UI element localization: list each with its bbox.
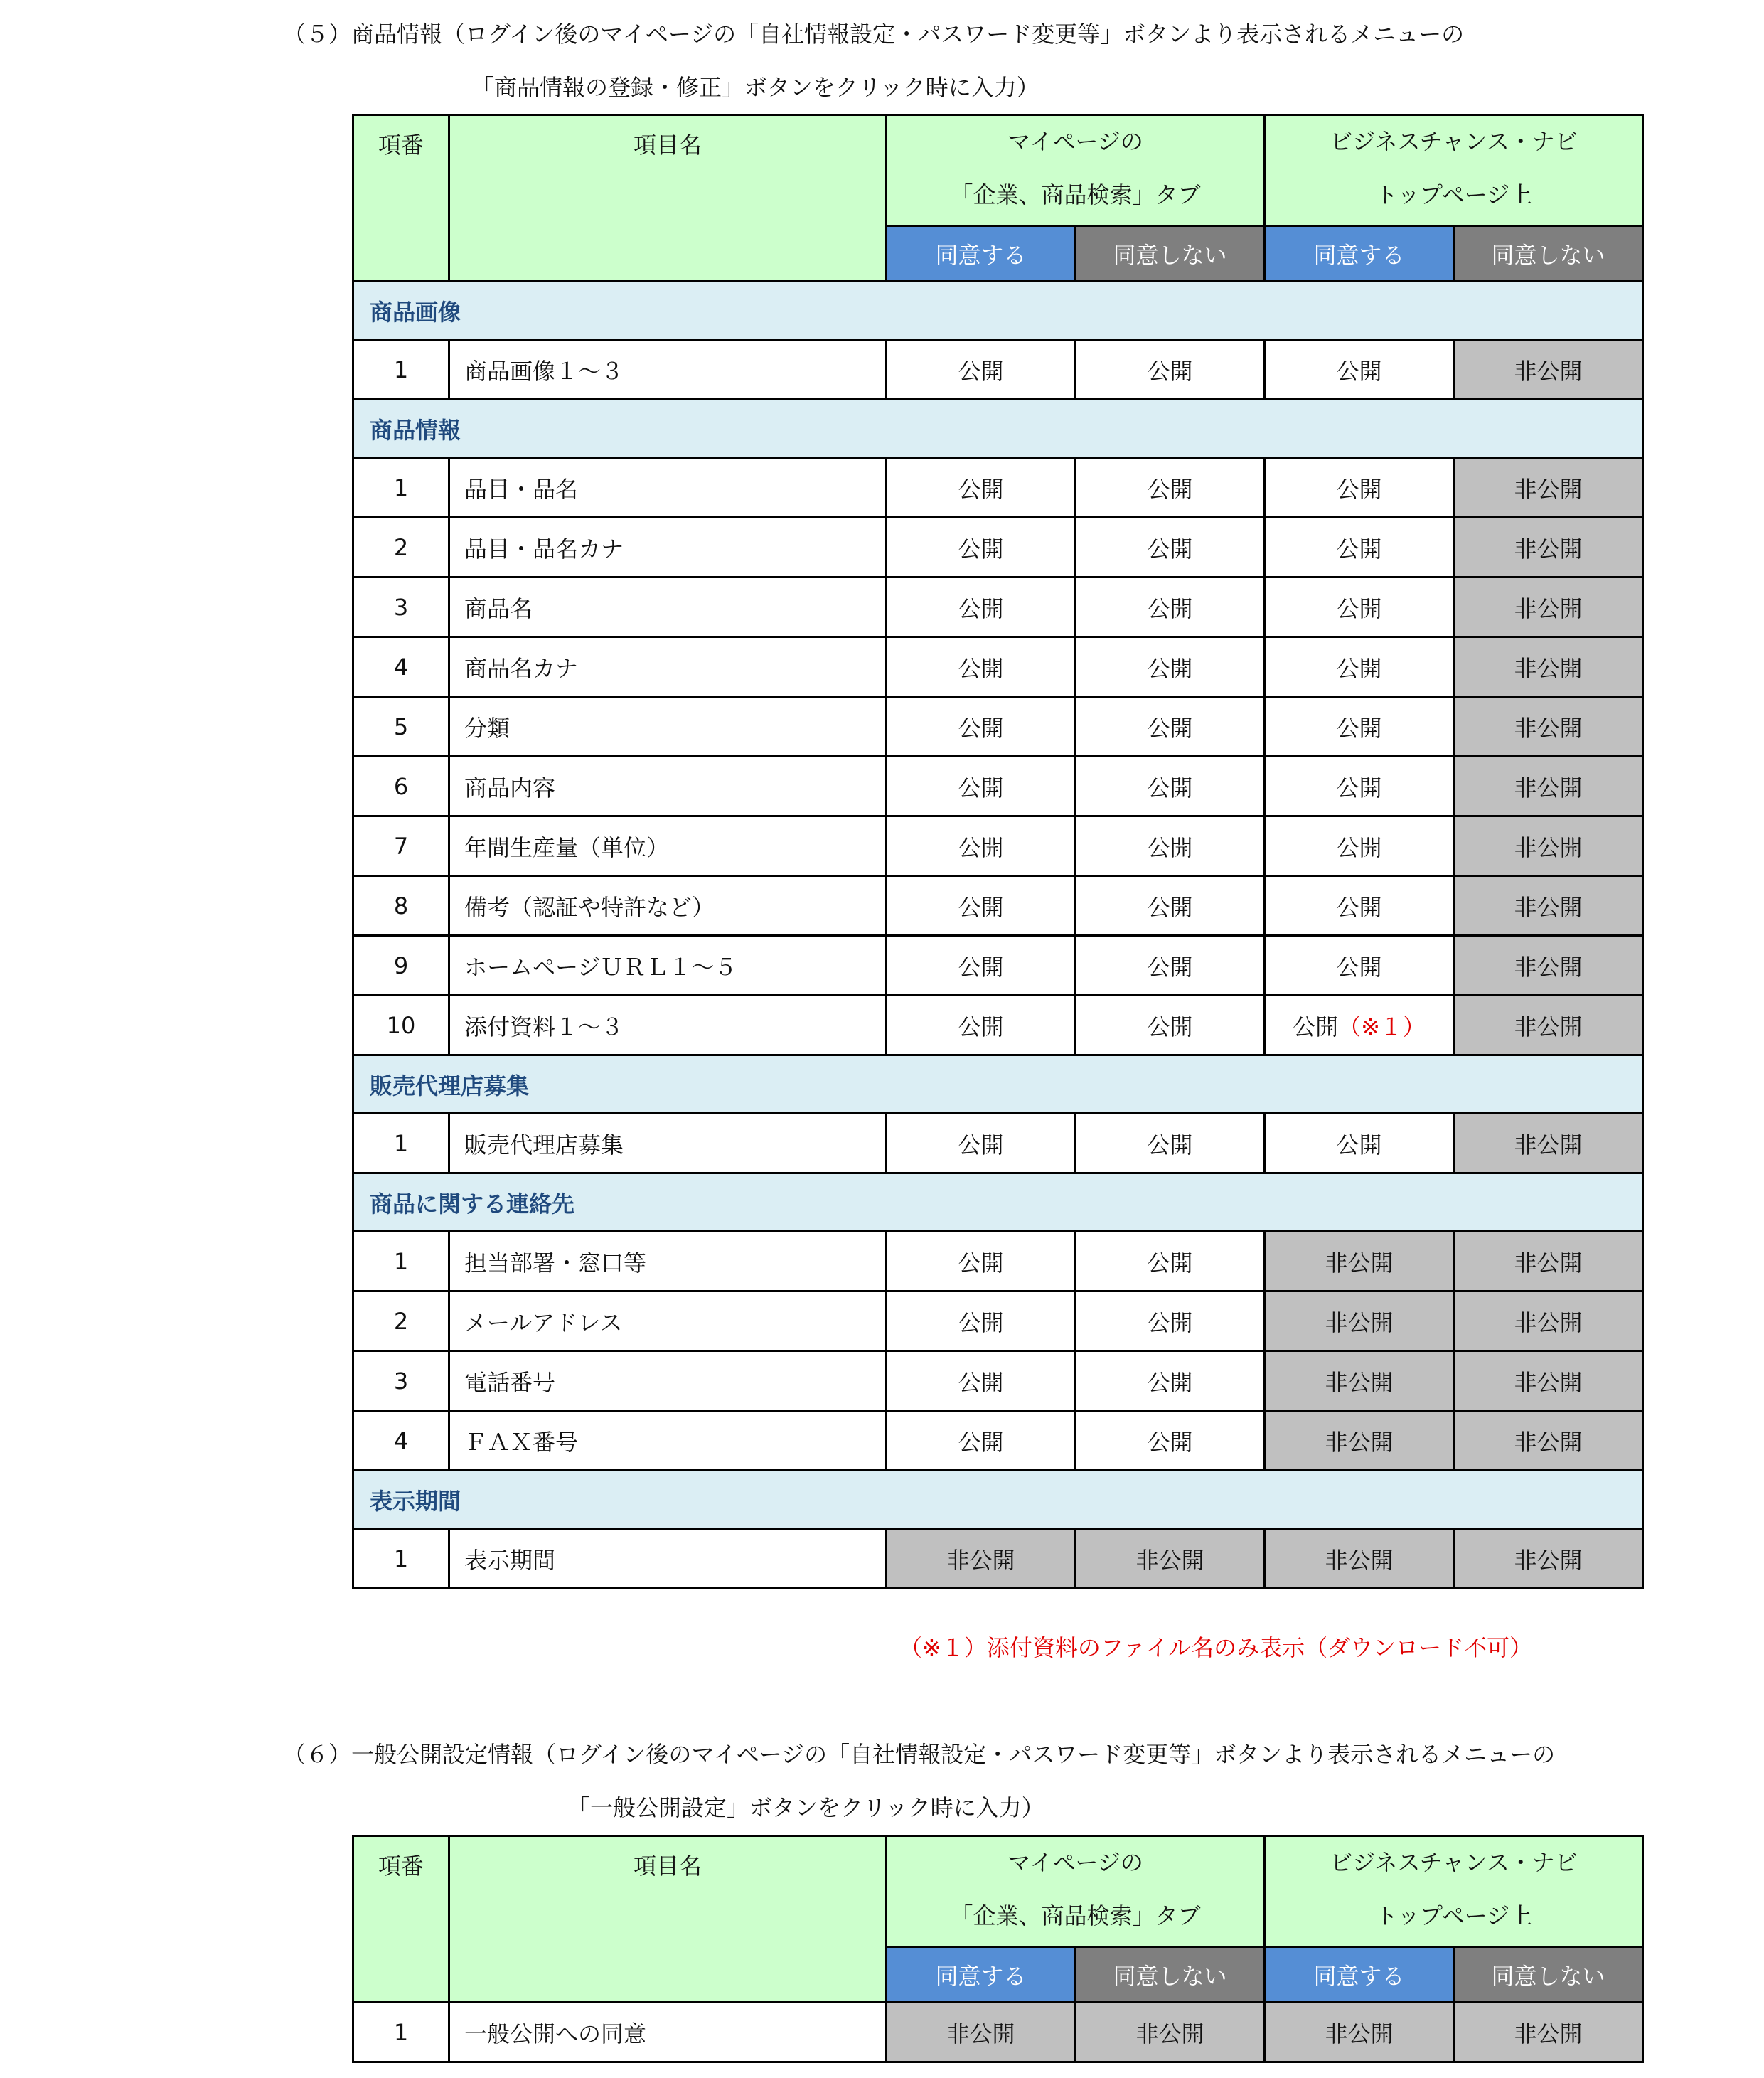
item-name: 分類: [449, 697, 887, 757]
table-row: [353, 697, 1643, 757]
visibility-value: 非公開: [1135, 1546, 1204, 1574]
visibility-value: 公開: [1147, 595, 1193, 622]
header-no: 項番: [353, 1836, 449, 2003]
visibility-value: 非公開: [1514, 475, 1583, 503]
table-row: [353, 1529, 1643, 1589]
item-name: ホームページＵＲＬ１～５: [449, 936, 887, 996]
private-cell: [1454, 876, 1643, 936]
public-cell: [1265, 757, 1454, 816]
private-cell: [1265, 2003, 1454, 2062]
private-cell: [1454, 936, 1643, 996]
row-number: 3: [353, 577, 449, 637]
row-number: 6: [353, 757, 449, 816]
visibility-value: 公開: [1147, 654, 1193, 682]
visibility-value: 公開: [958, 535, 1004, 563]
visibility-value: 非公開: [1325, 2020, 1394, 2047]
public-cell: [1265, 1114, 1454, 1173]
private-cell: [1265, 1411, 1454, 1471]
visibility-value: 公開: [1147, 535, 1193, 563]
private-cell: [1076, 2003, 1265, 2062]
visibility-value: 公開: [1336, 953, 1382, 981]
visibility-value: 公開: [958, 1131, 1004, 1158]
private-cell: [1454, 340, 1643, 400]
visibility-value: 公開: [958, 1013, 1004, 1040]
table-row: [353, 757, 1643, 816]
row-number: 4: [353, 1411, 449, 1471]
visibility-value: 公開: [1147, 1131, 1193, 1158]
visibility-value: 非公開: [946, 2020, 1015, 2047]
item-name: 品目・品名: [449, 458, 887, 518]
visibility-value: 非公開: [1514, 357, 1583, 385]
private-cell: [1454, 996, 1643, 1055]
visibility-value: 非公開: [1514, 654, 1583, 682]
public-cell: [887, 697, 1076, 757]
visibility-value: 公開: [1147, 774, 1193, 801]
item-name: ＦＡＸ番号: [449, 1411, 887, 1471]
table-row: [353, 1291, 1643, 1351]
public-cell: [1076, 637, 1265, 697]
header-group2-line1: ビジネスチャンス・ナビ: [1330, 128, 1578, 155]
category-label: 販売代理店募集: [353, 1055, 1643, 1114]
public-cell: [887, 816, 1076, 876]
item-name: 電話番号: [449, 1351, 887, 1411]
private-cell: [1454, 1529, 1643, 1589]
section6-title-line2: 「一般公開設定」ボタンをクリック時に入力）: [567, 1794, 1044, 1821]
private-cell: [887, 1529, 1076, 1589]
header-mypage-search-tab: [887, 1836, 1265, 1947]
item-name: 商品名カナ: [449, 637, 887, 697]
visibility-value: 公開: [958, 595, 1004, 622]
public-cell: [887, 1291, 1076, 1351]
public-cell: [1265, 936, 1454, 996]
public-cell: [887, 757, 1076, 816]
public-cell: [1076, 1291, 1265, 1351]
row-number: 2: [353, 518, 449, 577]
private-cell: [1454, 1114, 1643, 1173]
public-cell: [1076, 1114, 1265, 1173]
visibility-value: 公開: [1336, 535, 1382, 563]
header-navi-toppage: [1265, 115, 1643, 226]
public-cell: [887, 458, 1076, 518]
item-name: 担当部署・窓口等: [449, 1232, 887, 1291]
visibility-value: 非公開: [1514, 1546, 1583, 1574]
visibility-value: 公開: [958, 774, 1004, 801]
header-agree: 同意する: [1265, 1947, 1454, 2003]
public-settings-table: [352, 1835, 1644, 2063]
header-group1-line2: 「企業、商品検索」タブ: [950, 1902, 1201, 1929]
visibility-value: 非公開: [1514, 893, 1583, 921]
header-group2-line1: ビジネスチャンス・ナビ: [1330, 1849, 1578, 1876]
public-cell: [1076, 757, 1265, 816]
visibility-value: 非公開: [1325, 1368, 1394, 1396]
visibility-value: 非公開: [1325, 1428, 1394, 1456]
public-cell: [887, 936, 1076, 996]
item-name: 商品画像１～３: [449, 340, 887, 400]
item-name: 品目・品名カナ: [449, 518, 887, 577]
row-number: 1: [353, 1232, 449, 1291]
private-cell: [1265, 1351, 1454, 1411]
header-group2-line2: トップページ上: [1374, 181, 1533, 208]
header-no: 項番: [353, 115, 449, 282]
category-label: 商品画像: [353, 282, 1643, 340]
visibility-value: 非公開: [1325, 1249, 1394, 1277]
public-cell: [887, 876, 1076, 936]
private-cell: [1454, 816, 1643, 876]
visibility-value: 公開: [1336, 774, 1382, 801]
item-name: 年間生産量（単位）: [449, 816, 887, 876]
visibility-value: 公開: [1147, 475, 1193, 503]
private-cell: [1265, 1529, 1454, 1589]
visibility-value: 公開: [958, 1249, 1004, 1277]
header-disagree: 同意しない: [1076, 226, 1265, 282]
visibility-value: 公開: [1336, 595, 1382, 622]
public-cell: [1265, 577, 1454, 637]
public-cell: [887, 637, 1076, 697]
section5-title-line2: 「商品情報の登録・修正」ボタンをクリック時に入力）: [471, 74, 1039, 101]
visibility-value: 公開: [1147, 893, 1193, 921]
private-cell: [1454, 458, 1643, 518]
header-group2-line2: トップページ上: [1374, 1902, 1533, 1929]
item-name: 備考（認証や特許など）: [449, 876, 887, 936]
visibility-value: 公開: [1336, 475, 1382, 503]
category-label: 商品に関する連絡先: [353, 1173, 1643, 1232]
visibility-value: 公開: [1147, 357, 1193, 385]
item-name: メールアドレス: [449, 1291, 887, 1351]
table-row: [353, 637, 1643, 697]
visibility-value: 公開: [958, 714, 1004, 742]
item-name: 添付資料１～３: [449, 996, 887, 1055]
private-cell: [1454, 697, 1643, 757]
private-cell: [1454, 1291, 1643, 1351]
item-name: 販売代理店募集: [449, 1114, 887, 1173]
public-cell: [1076, 1351, 1265, 1411]
public-cell: [1076, 340, 1265, 400]
table-row: [353, 518, 1643, 577]
visibility-value: 非公開: [1135, 2020, 1204, 2047]
visibility-value: 非公開: [1514, 1368, 1583, 1396]
header-name: 項目名: [449, 115, 887, 282]
visibility-value: 公開: [958, 654, 1004, 682]
row-number: 3: [353, 1351, 449, 1411]
category-row: [353, 282, 1643, 340]
item-name: 表示期間: [449, 1529, 887, 1589]
visibility-value: 非公開: [1514, 774, 1583, 801]
visibility-value: 公開: [1147, 953, 1193, 981]
header-disagree: 同意しない: [1454, 1947, 1643, 2003]
table-row: [353, 1114, 1643, 1173]
category-label: 商品情報: [353, 400, 1643, 458]
section6-title-line1: （６）一般公開設定情報（ログイン後のマイページの「自社情報設定・パスワード変更等」ボタンより表示されるメニューの: [283, 1741, 1556, 1768]
visibility-value: 非公開: [1514, 2020, 1583, 2047]
category-row: [353, 1173, 1643, 1232]
section5-title: [283, 20, 1464, 102]
public-cell: [1076, 936, 1265, 996]
visibility-value: 非公開: [1514, 833, 1583, 861]
public-cell: [887, 1351, 1076, 1411]
table-row: [353, 577, 1643, 637]
private-cell: [1076, 1529, 1265, 1589]
visibility-value: 公開: [958, 953, 1004, 981]
public-cell: [887, 518, 1076, 577]
visibility-value: 公開: [958, 893, 1004, 921]
visibility-value: 公開: [1147, 1428, 1193, 1456]
public-cell: [1076, 1232, 1265, 1291]
header-group1-line2: 「企業、商品検索」タブ: [950, 181, 1201, 208]
visibility-value: 公開: [958, 475, 1004, 503]
visibility-value: 公開: [958, 357, 1004, 385]
category-row: [353, 1471, 1643, 1529]
public-cell: [887, 1114, 1076, 1173]
visibility-value: 非公開: [1514, 714, 1583, 742]
private-cell: [1454, 518, 1643, 577]
row-number: 8: [353, 876, 449, 936]
public-cell: [1265, 816, 1454, 876]
section6-title: [283, 1740, 1555, 1822]
visibility-value: 非公開: [1514, 953, 1583, 981]
visibility-value: 非公開: [1514, 1428, 1583, 1456]
public-cell: [887, 340, 1076, 400]
private-cell: [1454, 1232, 1643, 1291]
public-cell: [1076, 996, 1265, 1055]
table-row: [353, 340, 1643, 400]
public-cell: [1265, 876, 1454, 936]
table-row: [353, 936, 1643, 996]
row-number: 1: [353, 458, 449, 518]
private-cell: [1454, 2003, 1643, 2062]
visibility-value: 非公開: [1514, 535, 1583, 563]
public-cell: [1265, 518, 1454, 577]
visibility-value: 公開: [958, 1309, 1004, 1336]
visibility-value: 公開: [958, 1368, 1004, 1396]
header-disagree: 同意しない: [1076, 1947, 1265, 2003]
visibility-value: 非公開: [1514, 595, 1583, 622]
public-cell: [887, 1411, 1076, 1471]
header-disagree: 同意しない: [1454, 226, 1643, 282]
category-label: 表示期間: [353, 1471, 1643, 1529]
header-group1-line1: マイページの: [1007, 1849, 1143, 1876]
visibility-value: 公開: [1147, 1309, 1193, 1336]
header-navi-toppage: [1265, 1836, 1643, 1947]
private-cell: [1265, 1232, 1454, 1291]
public-cell: [1076, 518, 1265, 577]
table-row: [353, 876, 1643, 936]
visibility-value: 非公開: [1514, 1249, 1583, 1277]
public-cell: [1076, 697, 1265, 757]
private-cell: [1454, 1351, 1643, 1411]
visibility-value: 非公開: [1514, 1131, 1583, 1158]
private-cell: [1454, 637, 1643, 697]
visibility-value: 非公開: [1325, 1546, 1394, 1574]
header-agree: 同意する: [887, 1947, 1076, 2003]
private-cell: [1265, 1291, 1454, 1351]
header-agree: 同意する: [1265, 226, 1454, 282]
table-row: [353, 816, 1643, 876]
private-cell: [1454, 757, 1643, 816]
header-group1-line1: マイページの: [1007, 128, 1143, 155]
table-row: [353, 1411, 1643, 1471]
private-cell: [1454, 577, 1643, 637]
visibility-value: 公開: [1336, 833, 1382, 861]
public-cell: [1076, 816, 1265, 876]
public-cell: [1265, 637, 1454, 697]
public-cell: [1265, 996, 1454, 1055]
row-number: 1: [353, 2003, 449, 2062]
visibility-value: 公開: [958, 833, 1004, 861]
private-cell: [1454, 1411, 1643, 1471]
public-cell: [1265, 340, 1454, 400]
header-agree: 同意する: [887, 226, 1076, 282]
public-cell: [1265, 458, 1454, 518]
note-marker: （※１）: [1338, 1013, 1426, 1040]
row-number: 7: [353, 816, 449, 876]
item-name: 商品名: [449, 577, 887, 637]
row-number: 9: [353, 936, 449, 996]
visibility-value: 非公開: [1514, 1309, 1583, 1336]
section5-title-line1: （５）商品情報（ログイン後のマイページの「自社情報設定・パスワード変更等」ボタンより表示されるメニューの: [283, 21, 1465, 48]
visibility-value: 公開: [1293, 1013, 1339, 1040]
public-cell: [887, 577, 1076, 637]
public-cell: [1265, 697, 1454, 757]
item-name: 商品内容: [449, 757, 887, 816]
public-cell: [887, 996, 1076, 1055]
private-cell: [887, 2003, 1076, 2062]
row-number: 4: [353, 637, 449, 697]
visibility-value: 公開: [1336, 714, 1382, 742]
public-cell: [887, 1232, 1076, 1291]
table-row: [353, 1351, 1643, 1411]
visibility-value: 公開: [1147, 833, 1193, 861]
visibility-value: 公開: [1147, 714, 1193, 742]
visibility-value: 非公開: [1325, 1309, 1394, 1336]
row-number: 1: [353, 1529, 449, 1589]
row-number: 10: [353, 996, 449, 1055]
footnote: （※１）添付資料のファイル名のみ表示（ダウンロード不可）: [899, 1634, 1533, 1661]
table-row: [353, 458, 1643, 518]
row-number: 1: [353, 340, 449, 400]
header-mypage-search-tab: [887, 115, 1265, 226]
category-row: [353, 1055, 1643, 1114]
public-cell: [1076, 577, 1265, 637]
table-row: [353, 2003, 1643, 2062]
item-name: 一般公開への同意: [449, 2003, 887, 2062]
visibility-value: 公開: [1336, 654, 1382, 682]
header-name: 項目名: [449, 1836, 887, 2003]
category-row: [353, 400, 1643, 458]
row-number: 1: [353, 1114, 449, 1173]
visibility-value: 公開: [1336, 1131, 1382, 1158]
table-row: [353, 996, 1643, 1055]
row-number: 5: [353, 697, 449, 757]
row-number: 2: [353, 1291, 449, 1351]
visibility-value: 公開: [1147, 1249, 1193, 1277]
visibility-value: 公開: [1147, 1368, 1193, 1396]
public-cell: [1076, 458, 1265, 518]
visibility-value: 公開: [1336, 893, 1382, 921]
visibility-value: 非公開: [1514, 1013, 1583, 1040]
table-row: [353, 1232, 1643, 1291]
visibility-value: 公開: [1147, 1013, 1193, 1040]
visibility-value: 非公開: [946, 1546, 1015, 1574]
public-cell: [1076, 876, 1265, 936]
public-cell: [1076, 1411, 1265, 1471]
visibility-value: 公開: [958, 1428, 1004, 1456]
visibility-value: 公開: [1336, 357, 1382, 385]
product-info-table: [352, 114, 1644, 1589]
